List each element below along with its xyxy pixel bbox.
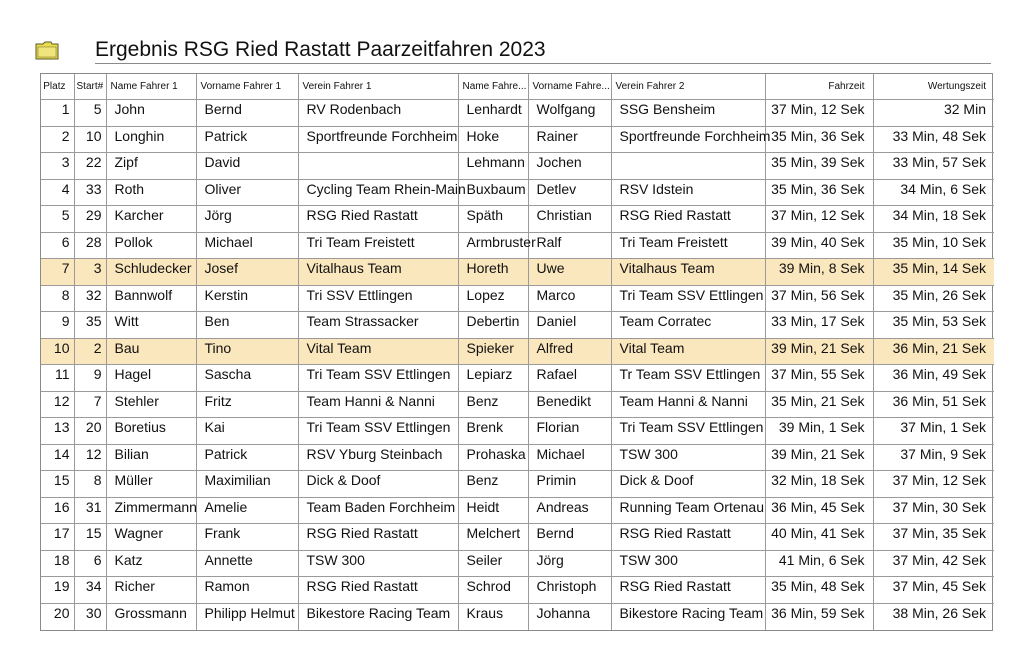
cell-vorname-fahrer-1: Maximilian — [196, 471, 298, 498]
cell-verein-fahrer-1: Tri Team SSV Ettlingen — [298, 418, 458, 445]
cell-wertungszeit: 36 Min, 51 Sek — [873, 391, 994, 418]
cell-verein-fahrer-2: Tri Team Freistett — [611, 232, 765, 259]
table-row[interactable] — [41, 471, 994, 498]
cell-verein-fahrer-2 — [611, 153, 765, 180]
table-row[interactable] — [41, 365, 994, 392]
cell-vorname-fahrer-2: Ralf — [528, 232, 611, 259]
cell-vorname-fahrer-2: Rafael — [528, 365, 611, 392]
cell-name-fahrer-1: Zimmermann — [106, 497, 196, 524]
cell-vorname-fahrer-2: Johanna — [528, 603, 611, 630]
cell-start: 15 — [74, 524, 106, 551]
cell-wertungszeit: 37 Min, 30 Sek — [873, 497, 994, 524]
cell-verein-fahrer-1: TSW 300 — [298, 550, 458, 577]
table-row[interactable] — [41, 550, 994, 577]
cell-verein-fahrer-1 — [298, 153, 458, 180]
cell-vorname-fahrer-2: Christian — [528, 206, 611, 233]
cell-name-fahrer-2: Lopez — [458, 285, 528, 312]
cell-wertungszeit: 32 Min — [873, 100, 994, 127]
cell-platz: 14 — [41, 444, 74, 471]
cell-fahrzeit: 37 Min, 12 Sek — [765, 206, 873, 233]
cell-vorname-fahrer-1: Fritz — [196, 391, 298, 418]
cell-name-fahrer-2: Seiler — [458, 550, 528, 577]
table-row[interactable] — [41, 577, 994, 604]
cell-wertungszeit: 33 Min, 57 Sek — [873, 153, 994, 180]
cell-fahrzeit: 35 Min, 36 Sek — [765, 179, 873, 206]
cell-verein-fahrer-2: Tr Team SSV Ettlingen — [611, 365, 765, 392]
cell-platz: 8 — [41, 285, 74, 312]
cell-verein-fahrer-2: Team Hanni & Nanni — [611, 391, 765, 418]
cell-start: 20 — [74, 418, 106, 445]
cell-start: 3 — [74, 259, 106, 286]
cell-platz: 18 — [41, 550, 74, 577]
cell-vorname-fahrer-1: Kerstin — [196, 285, 298, 312]
cell-platz: 15 — [41, 471, 74, 498]
cell-verein-fahrer-2: RSV Idstein — [611, 179, 765, 206]
cell-start: 5 — [74, 100, 106, 127]
cell-wertungszeit: 36 Min, 21 Sek — [873, 338, 994, 365]
column-header-name-fahrer-2[interactable]: Name Fahre... — [458, 74, 528, 100]
results-table — [41, 74, 994, 630]
cell-platz: 1 — [41, 100, 74, 127]
cell-name-fahrer-2: Schrod — [458, 577, 528, 604]
cell-start: 12 — [74, 444, 106, 471]
cell-verein-fahrer-1: Tri Team SSV Ettlingen — [298, 365, 458, 392]
cell-name-fahrer-2: Heidt — [458, 497, 528, 524]
cell-fahrzeit: 33 Min, 17 Sek — [765, 312, 873, 339]
cell-verein-fahrer-2: Dick & Doof — [611, 471, 765, 498]
column-header-start[interactable]: Start# — [74, 74, 106, 100]
cell-name-fahrer-2: Prohaska — [458, 444, 528, 471]
cell-wertungszeit: 37 Min, 12 Sek — [873, 471, 994, 498]
cell-vorname-fahrer-1: Michael — [196, 232, 298, 259]
cell-verein-fahrer-1: RSG Ried Rastatt — [298, 524, 458, 551]
column-header-verein-fahrer-1[interactable]: Verein Fahrer 1 — [298, 74, 458, 100]
cell-wertungszeit: 37 Min, 42 Sek — [873, 550, 994, 577]
cell-verein-fahrer-1: Vitalhaus Team — [298, 259, 458, 286]
cell-platz: 17 — [41, 524, 74, 551]
cell-start: 7 — [74, 391, 106, 418]
table-row[interactable] — [41, 232, 994, 259]
cell-name-fahrer-1: Katz — [106, 550, 196, 577]
cell-platz: 6 — [41, 232, 74, 259]
cell-name-fahrer-1: Longhin — [106, 126, 196, 153]
cell-name-fahrer-2: Kraus — [458, 603, 528, 630]
cell-vorname-fahrer-1: Bernd — [196, 100, 298, 127]
cell-start: 28 — [74, 232, 106, 259]
cell-name-fahrer-1: Richer — [106, 577, 196, 604]
cell-wertungszeit: 34 Min, 6 Sek — [873, 179, 994, 206]
column-header-fahrzeit[interactable]: Fahrzeit — [765, 74, 873, 100]
cell-vorname-fahrer-2: Rainer — [528, 126, 611, 153]
cell-wertungszeit: 37 Min, 35 Sek — [873, 524, 994, 551]
cell-fahrzeit: 37 Min, 56 Sek — [765, 285, 873, 312]
cell-verein-fahrer-1: Team Strassacker — [298, 312, 458, 339]
cell-fahrzeit: 36 Min, 45 Sek — [765, 497, 873, 524]
cell-vorname-fahrer-2: Benedikt — [528, 391, 611, 418]
cell-platz: 5 — [41, 206, 74, 233]
cell-start: 34 — [74, 577, 106, 604]
cell-fahrzeit: 39 Min, 21 Sek — [765, 338, 873, 365]
cell-vorname-fahrer-2: Andreas — [528, 497, 611, 524]
cell-verein-fahrer-1: RSG Ried Rastatt — [298, 206, 458, 233]
cell-vorname-fahrer-2: Florian — [528, 418, 611, 445]
table-row[interactable] — [41, 179, 994, 206]
cell-vorname-fahrer-1: David — [196, 153, 298, 180]
cell-vorname-fahrer-2: Alfred — [528, 338, 611, 365]
cell-fahrzeit: 35 Min, 48 Sek — [765, 577, 873, 604]
cell-name-fahrer-1: Stehler — [106, 391, 196, 418]
cell-verein-fahrer-2: RSG Ried Rastatt — [611, 206, 765, 233]
cell-wertungszeit: 38 Min, 26 Sek — [873, 603, 994, 630]
column-header-platz[interactable]: Platz — [41, 74, 74, 100]
table-row[interactable] — [41, 312, 994, 339]
results-table-container — [40, 73, 993, 631]
cell-verein-fahrer-1: Vital Team — [298, 338, 458, 365]
cell-vorname-fahrer-2: Uwe — [528, 259, 611, 286]
cell-vorname-fahrer-1: Amelie — [196, 497, 298, 524]
table-row[interactable] — [41, 497, 994, 524]
cell-platz: 20 — [41, 603, 74, 630]
cell-vorname-fahrer-1: Jörg — [196, 206, 298, 233]
cell-verein-fahrer-2: RSG Ried Rastatt — [611, 524, 765, 551]
cell-fahrzeit: 35 Min, 36 Sek — [765, 126, 873, 153]
cell-fahrzeit: 32 Min, 18 Sek — [765, 471, 873, 498]
table-row[interactable] — [41, 285, 994, 312]
table-row[interactable] — [41, 444, 994, 471]
cell-start: 8 — [74, 471, 106, 498]
table-row[interactable] — [41, 338, 994, 365]
cell-name-fahrer-1: John — [106, 100, 196, 127]
cell-wertungszeit: 37 Min, 45 Sek — [873, 577, 994, 604]
cell-verein-fahrer-2: Sportfreunde Forchheim — [611, 126, 765, 153]
cell-start: 32 — [74, 285, 106, 312]
cell-verein-fahrer-2: Bikestore Racing Team — [611, 603, 765, 630]
title-divider — [95, 63, 991, 64]
cell-name-fahrer-1: Karcher — [106, 206, 196, 233]
cell-vorname-fahrer-1: Ramon — [196, 577, 298, 604]
cell-fahrzeit: 41 Min, 6 Sek — [765, 550, 873, 577]
cell-name-fahrer-2: Melchert — [458, 524, 528, 551]
folder-icon — [35, 41, 59, 60]
cell-fahrzeit: 39 Min, 8 Sek — [765, 259, 873, 286]
table-row[interactable] — [41, 603, 994, 630]
cell-verein-fahrer-1: Tri Team Freistett — [298, 232, 458, 259]
table-row[interactable] — [41, 524, 994, 551]
cell-name-fahrer-1: Bannwolf — [106, 285, 196, 312]
cell-wertungszeit: 35 Min, 26 Sek — [873, 285, 994, 312]
cell-verein-fahrer-1: Cycling Team Rhein-Main — [298, 179, 458, 206]
table-header-row — [41, 74, 994, 100]
cell-vorname-fahrer-1: Patrick — [196, 444, 298, 471]
cell-platz: 7 — [41, 259, 74, 286]
cell-name-fahrer-2: Lehmann — [458, 153, 528, 180]
table-row[interactable] — [41, 126, 994, 153]
cell-platz: 9 — [41, 312, 74, 339]
cell-platz: 4 — [41, 179, 74, 206]
cell-verein-fahrer-1: RSG Ried Rastatt — [298, 577, 458, 604]
cell-name-fahrer-1: Boretius — [106, 418, 196, 445]
cell-verein-fahrer-2: SSG Bensheim — [611, 100, 765, 127]
cell-vorname-fahrer-1: Josef — [196, 259, 298, 286]
cell-vorname-fahrer-1: Frank — [196, 524, 298, 551]
cell-start: 9 — [74, 365, 106, 392]
cell-name-fahrer-1: Müller — [106, 471, 196, 498]
cell-fahrzeit: 35 Min, 39 Sek — [765, 153, 873, 180]
cell-verein-fahrer-2: TSW 300 — [611, 550, 765, 577]
cell-platz: 12 — [41, 391, 74, 418]
cell-start: 35 — [74, 312, 106, 339]
cell-vorname-fahrer-2: Detlev — [528, 179, 611, 206]
cell-name-fahrer-2: Späth — [458, 206, 528, 233]
cell-start: 22 — [74, 153, 106, 180]
cell-vorname-fahrer-1: Philipp Helmut — [196, 603, 298, 630]
table-row[interactable] — [41, 153, 994, 180]
cell-verein-fahrer-1: RSV Yburg Steinbach — [298, 444, 458, 471]
cell-platz: 10 — [41, 338, 74, 365]
cell-platz: 2 — [41, 126, 74, 153]
cell-verein-fahrer-1: Dick & Doof — [298, 471, 458, 498]
cell-wertungszeit: 35 Min, 10 Sek — [873, 232, 994, 259]
cell-vorname-fahrer-1: Oliver — [196, 179, 298, 206]
cell-name-fahrer-1: Pollok — [106, 232, 196, 259]
cell-vorname-fahrer-1: Tino — [196, 338, 298, 365]
cell-verein-fahrer-2: RSG Ried Rastatt — [611, 577, 765, 604]
cell-vorname-fahrer-2: Bernd — [528, 524, 611, 551]
column-header-vorname-fahrer-2[interactable]: Vorname Fahre... — [528, 74, 611, 100]
cell-start: 10 — [74, 126, 106, 153]
cell-wertungszeit: 35 Min, 14 Sek — [873, 259, 994, 286]
cell-vorname-fahrer-2: Michael — [528, 444, 611, 471]
cell-fahrzeit: 39 Min, 1 Sek — [765, 418, 873, 445]
cell-platz: 16 — [41, 497, 74, 524]
cell-vorname-fahrer-2: Marco — [528, 285, 611, 312]
cell-platz: 3 — [41, 153, 74, 180]
cell-verein-fahrer-1: Tri SSV Ettlingen — [298, 285, 458, 312]
cell-start: 30 — [74, 603, 106, 630]
cell-verein-fahrer-2: Vitalhaus Team — [611, 259, 765, 286]
cell-name-fahrer-1: Grossmann — [106, 603, 196, 630]
cell-fahrzeit: 36 Min, 59 Sek — [765, 603, 873, 630]
cell-verein-fahrer-1: Bikestore Racing Team — [298, 603, 458, 630]
cell-start: 2 — [74, 338, 106, 365]
column-header-name-fahrer-1[interactable]: Name Fahrer 1 — [106, 74, 196, 100]
cell-vorname-fahrer-2: Jörg — [528, 550, 611, 577]
cell-name-fahrer-2: Benz — [458, 471, 528, 498]
table-row[interactable] — [41, 100, 994, 127]
cell-start: 31 — [74, 497, 106, 524]
cell-name-fahrer-1: Wagner — [106, 524, 196, 551]
cell-verein-fahrer-2: Tri Team SSV Ettlingen — [611, 418, 765, 445]
cell-name-fahrer-2: Lenhardt — [458, 100, 528, 127]
cell-start: 29 — [74, 206, 106, 233]
cell-vorname-fahrer-1: Annette — [196, 550, 298, 577]
cell-verein-fahrer-2: Vital Team — [611, 338, 765, 365]
cell-verein-fahrer-1: RV Rodenbach — [298, 100, 458, 127]
cell-verein-fahrer-2: Tri Team SSV Ettlingen — [611, 285, 765, 312]
cell-name-fahrer-2: Armbruster — [458, 232, 528, 259]
table-row[interactable] — [41, 391, 994, 418]
cell-start: 33 — [74, 179, 106, 206]
cell-vorname-fahrer-2: Christoph — [528, 577, 611, 604]
cell-wertungszeit: 35 Min, 53 Sek — [873, 312, 994, 339]
cell-vorname-fahrer-2: Jochen — [528, 153, 611, 180]
column-header-vorname-fahrer-1[interactable]: Vorname Fahrer 1 — [196, 74, 298, 100]
cell-fahrzeit: 37 Min, 12 Sek — [765, 100, 873, 127]
cell-verein-fahrer-2: Team Corratec — [611, 312, 765, 339]
cell-name-fahrer-2: Lepiarz — [458, 365, 528, 392]
table-body — [41, 100, 994, 630]
table-row[interactable] — [41, 206, 994, 233]
table-row[interactable] — [41, 259, 994, 286]
cell-vorname-fahrer-1: Ben — [196, 312, 298, 339]
cell-fahrzeit: 37 Min, 55 Sek — [765, 365, 873, 392]
column-header-wertungszeit[interactable]: Wertungszeit — [927, 81, 986, 92]
cell-name-fahrer-2: Brenk — [458, 418, 528, 445]
cell-verein-fahrer-2: Running Team Ortenau — [611, 497, 765, 524]
cell-verein-fahrer-2: TSW 300 — [611, 444, 765, 471]
column-header-verein-fahrer-2[interactable]: Verein Fahrer 2 — [611, 74, 765, 100]
cell-name-fahrer-1: Bilian — [106, 444, 196, 471]
cell-name-fahrer-2: Hoke — [458, 126, 528, 153]
cell-name-fahrer-1: Witt — [106, 312, 196, 339]
cell-name-fahrer-1: Roth — [106, 179, 196, 206]
cell-name-fahrer-1: Hagel — [106, 365, 196, 392]
cell-fahrzeit: 40 Min, 41 Sek — [765, 524, 873, 551]
cell-name-fahrer-2: Horeth — [458, 259, 528, 286]
cell-wertungszeit: 36 Min, 49 Sek — [873, 365, 994, 392]
cell-start: 6 — [74, 550, 106, 577]
cell-platz: 19 — [41, 577, 74, 604]
cell-platz: 13 — [41, 418, 74, 445]
cell-verein-fahrer-1: Sportfreunde Forchheim — [298, 126, 458, 153]
cell-fahrzeit: 35 Min, 21 Sek — [765, 391, 873, 418]
cell-name-fahrer-1: Zipf — [106, 153, 196, 180]
cell-name-fahrer-1: Schludecker — [106, 259, 196, 286]
cell-wertungszeit: 33 Min, 48 Sek — [873, 126, 994, 153]
cell-name-fahrer-2: Spieker — [458, 338, 528, 365]
cell-wertungszeit: 34 Min, 18 Sek — [873, 206, 994, 233]
cell-vorname-fahrer-1: Kai — [196, 418, 298, 445]
cell-vorname-fahrer-1: Sascha — [196, 365, 298, 392]
cell-name-fahrer-1: Bau — [106, 338, 196, 365]
cell-wertungszeit: 37 Min, 9 Sek — [873, 444, 994, 471]
table-row[interactable] — [41, 418, 994, 445]
cell-wertungszeit: 37 Min, 1 Sek — [873, 418, 994, 445]
cell-name-fahrer-2: Debertin — [458, 312, 528, 339]
cell-verein-fahrer-1: Team Baden Forchheim — [298, 497, 458, 524]
page-title: Ergebnis RSG Ried Rastatt Paarzeitfahren 2023 — [95, 38, 546, 61]
cell-fahrzeit: 39 Min, 21 Sek — [765, 444, 873, 471]
cell-vorname-fahrer-2: Daniel — [528, 312, 611, 339]
cell-fahrzeit: 39 Min, 40 Sek — [765, 232, 873, 259]
cell-name-fahrer-2: Benz — [458, 391, 528, 418]
cell-name-fahrer-2: Buxbaum — [458, 179, 528, 206]
cell-vorname-fahrer-2: Wolfgang — [528, 100, 611, 127]
cell-platz: 11 — [41, 365, 74, 392]
cell-vorname-fahrer-1: Patrick — [196, 126, 298, 153]
cell-verein-fahrer-1: Team Hanni & Nanni — [298, 391, 458, 418]
cell-vorname-fahrer-2: Primin — [528, 471, 611, 498]
